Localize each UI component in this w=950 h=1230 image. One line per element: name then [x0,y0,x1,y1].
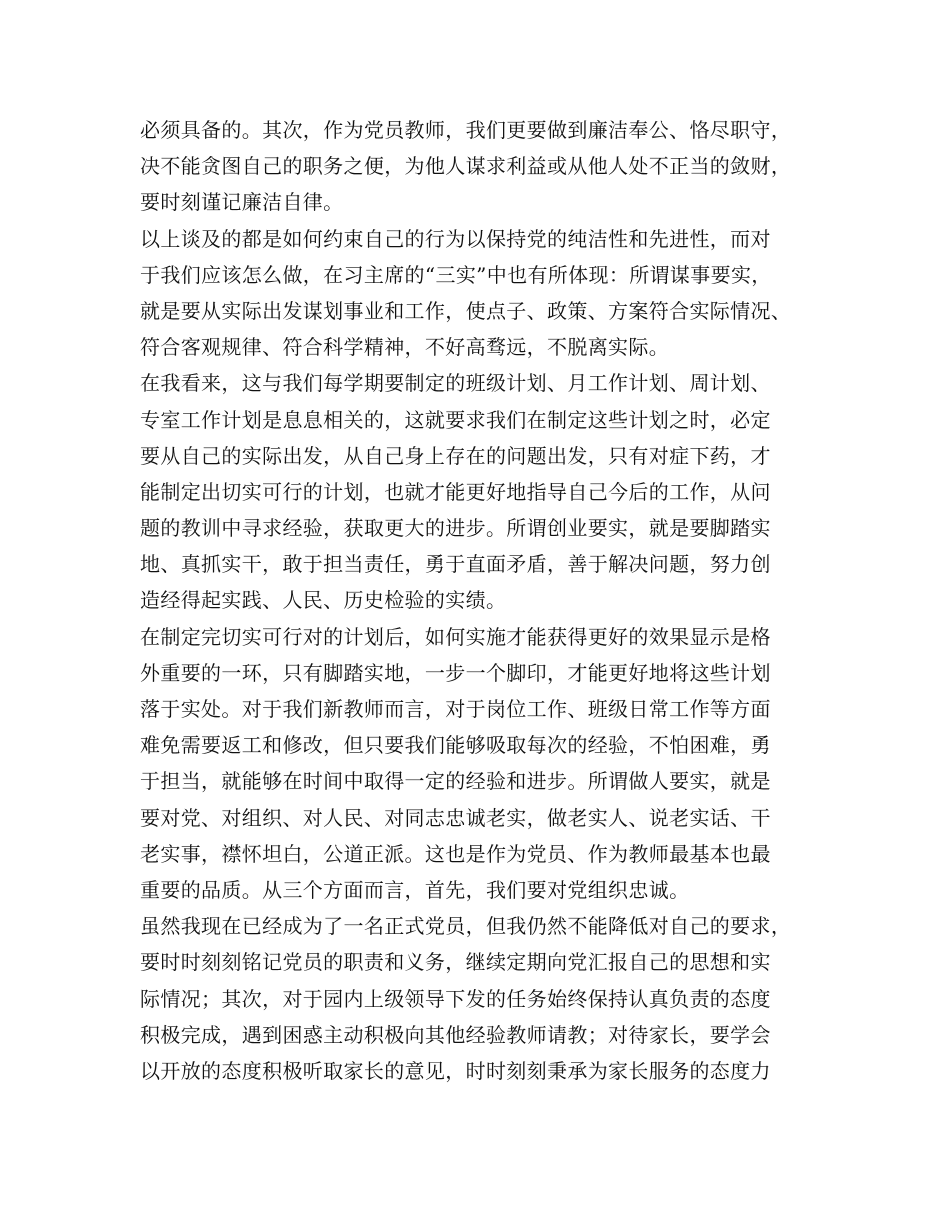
text-line: 以上谈及的都是如何约束自己的行为以保持党的纯洁性和先进性，而对 [140,226,771,251]
text-line: 就是要从实际出发谋划事业和工作，使点子、政策、方案符合实际情况、 [140,298,792,323]
body-text [140,112,830,1089]
text-line: 于我们应该怎么做，在习主席的“三实”中也有所体现：所谓谋事要实， [140,262,772,287]
text-line: 要时刻谨记廉洁自律。 [140,190,344,215]
text-line: 题的教训中寻求经验，获取更大的进步。所谓创业要实，就是要脚踏实 [140,516,771,541]
text-line: 重要的品质。从三个方面而言，首先，我们要对党组织忠诚。 [140,877,690,902]
text-line: 能制定出切实可行的计划，也就才能更好地指导自己今后的工作，从问 [140,479,771,504]
text-line: 必须具备的。其次，作为党员教师，我们更要做到廉洁奉公、恪尽职守， [140,118,792,142]
text-line: 在我看来，这与我们每学期要制定的班级计划、月工作计划、周计划、 [140,371,771,396]
text-line: 于担当，就能够在时间中取得一定的经验和进步。所谓做人要实，就是 [140,769,771,794]
text-line: 际情况；其次，对于园内上级领导下发的任务始终保持认真负责的态度 [140,986,771,1011]
text-line: 专室工作计划是息息相关的，这就要求我们在制定这些计划之时，必定 [140,407,771,432]
text-line: 要对党、对组织、对人民、对同志忠诚老实，做老实人、说老实话、干 [140,805,771,830]
text-line: 落于实处。对于我们新教师而言，对于岗位工作、班级日常工作等方面 [140,697,771,721]
text-line: 外重要的一环，只有脚踏实地，一步一个脚印，才能更好地将这些计划 [140,660,771,685]
text-line: 地、真抓实干，敢于担当责任，勇于直面矛盾，善于解决问题，努力创 [140,552,771,577]
text-line: 老实事，襟怀坦白，公道正派。这也是作为党员、作为教师最基本也最 [140,841,771,866]
text-line: 决不能贪图自己的职务之便，为他人谋求利益或从他人处不正当的敛财， [140,154,792,179]
text-line: 积极完成，遇到困惑主动积极向其他经验教师请教；对待家长，要学会 [140,1022,771,1047]
text-line: 要从自己的实际出发，从自己身上存在的问题出发，只有对症下药，才 [140,443,771,468]
text-line: 在制定完切实可行对的计划后，如何实施才能获得更好的效果显示是格 [140,624,771,649]
text-line: 以开放的态度积极听取家长的意见，时时刻刻秉承为家长服务的态度力 [140,1058,771,1083]
text-line: 虽然我现在已经成为了一名正式党员，但我仍然不能降低对自己的要求， [140,914,792,939]
text-line: 难免需要返工和修改，但只要我们能够吸取每次的经验，不怕困难，勇 [140,733,771,758]
text-line: 造经得起实践、人民、历史检验的实绩。 [140,588,507,613]
text-line: 符合客观规律、符合科学精神，不好高骛远，不脱离实际。 [140,335,670,360]
text-line: 要时时刻刻铭记党员的职责和义务，继续定期向党汇报自己的思想和实 [140,950,771,975]
